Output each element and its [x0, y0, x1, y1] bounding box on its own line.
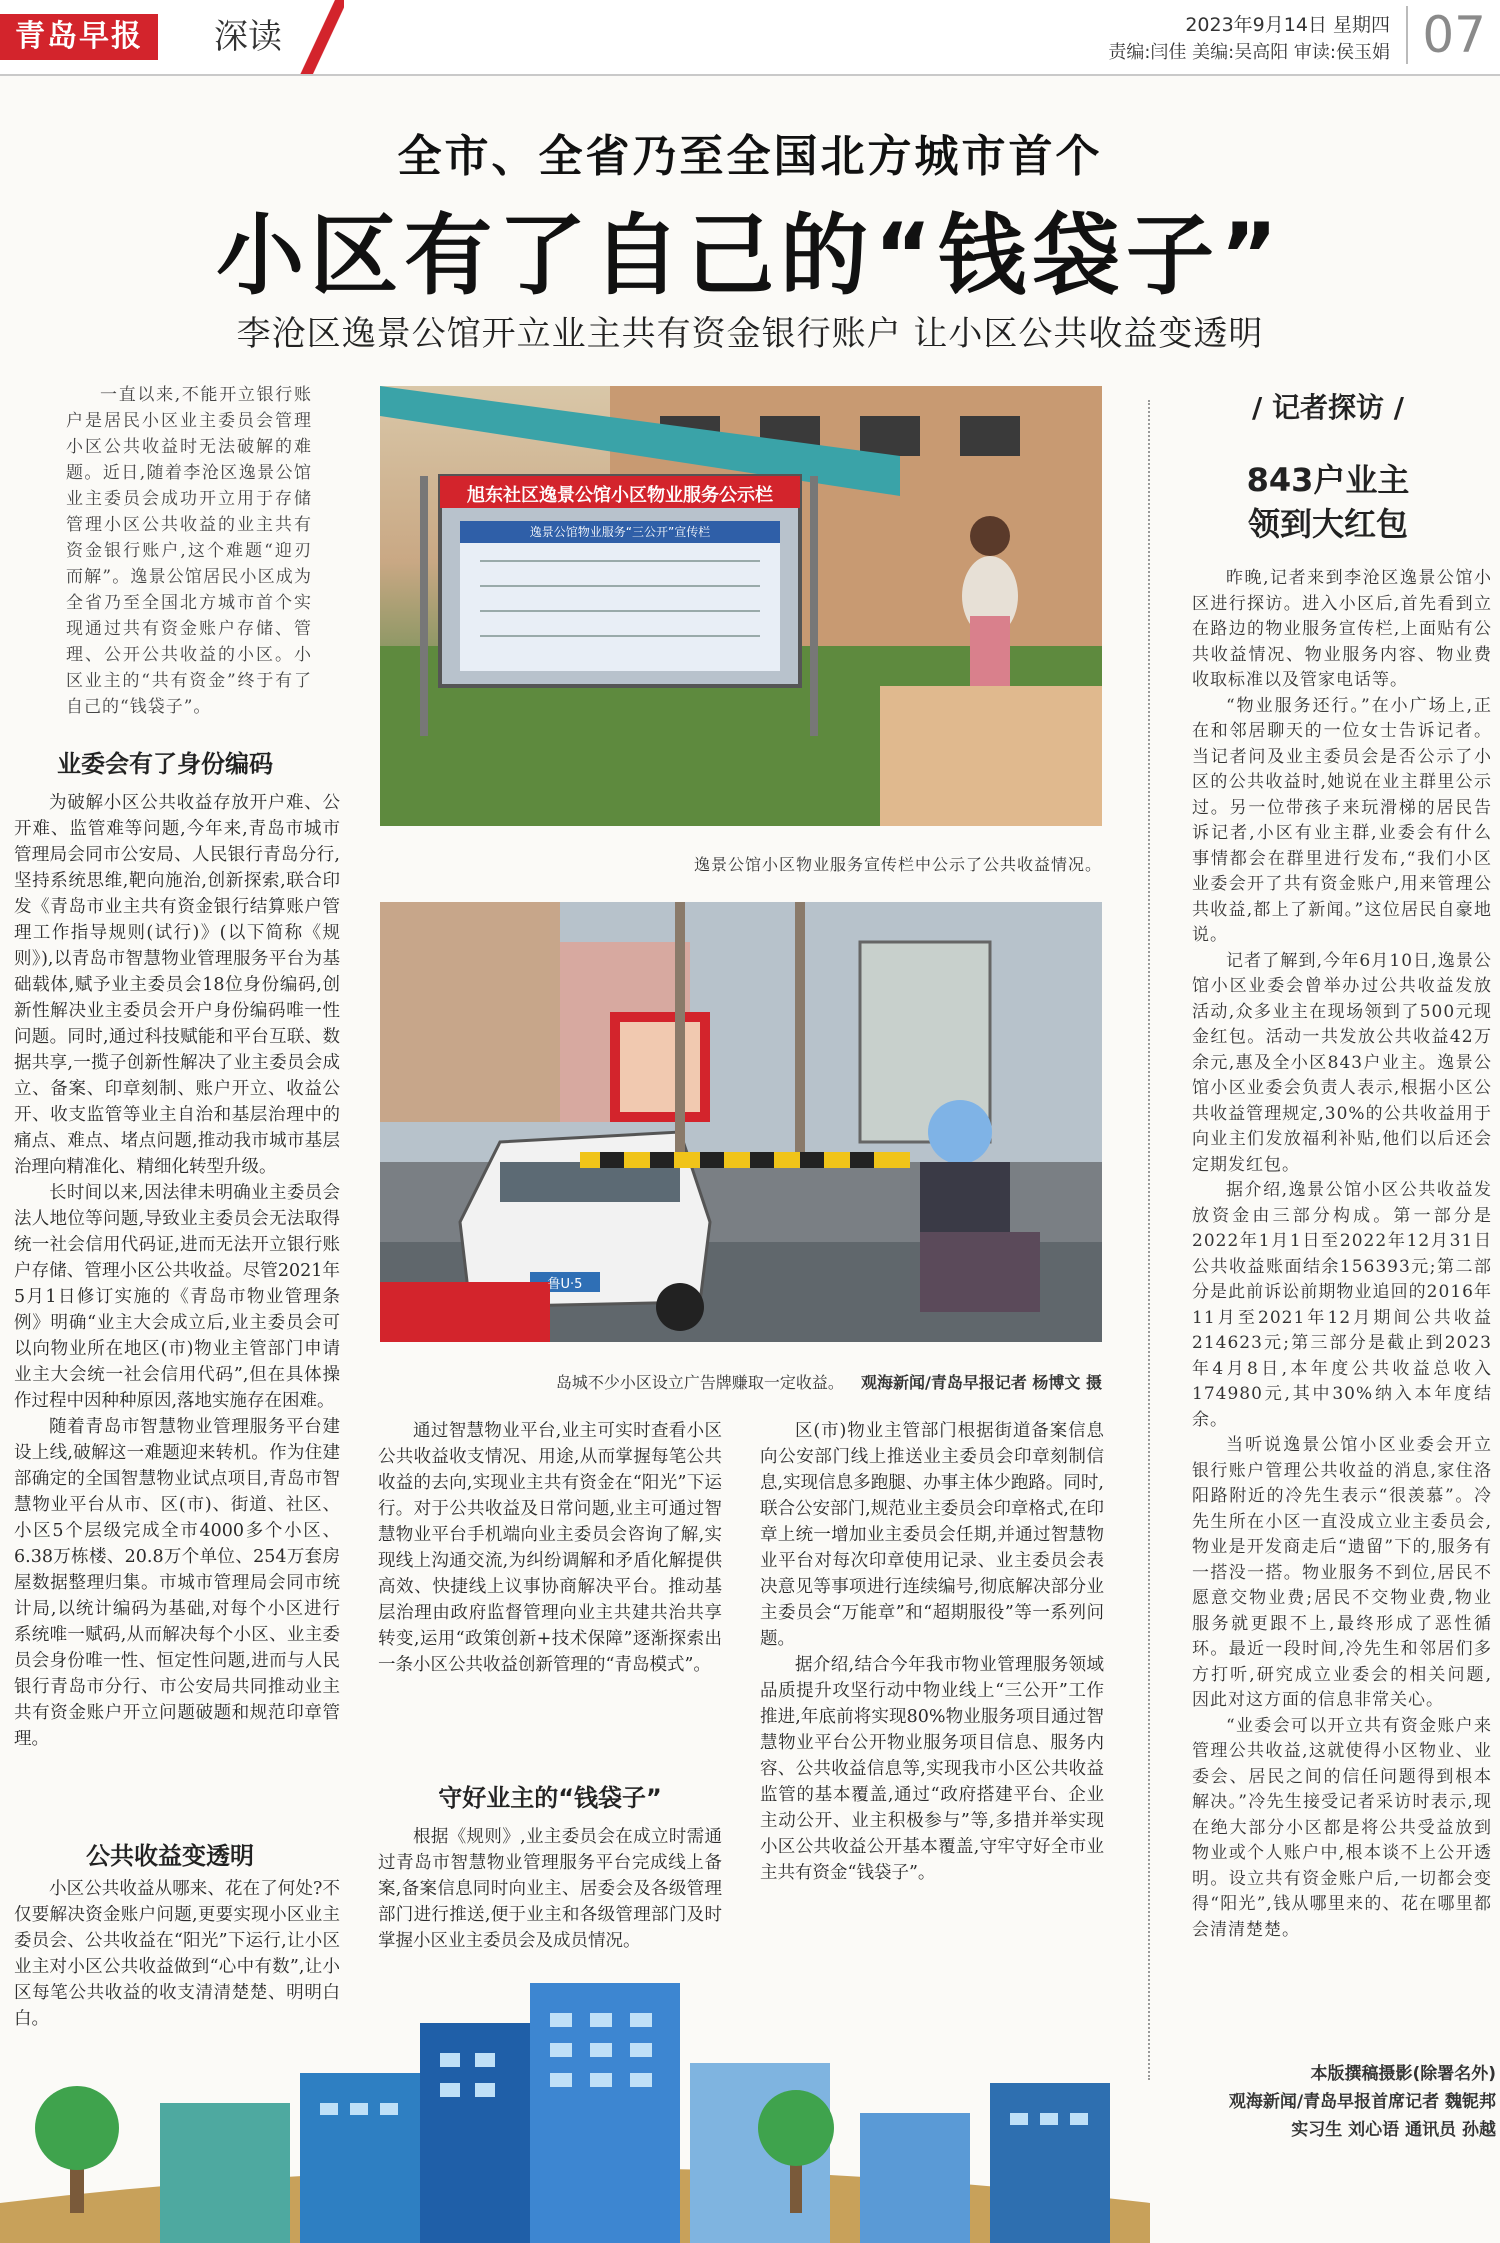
kicker-title: 全市、全省乃至全国北方城市首个	[397, 131, 1103, 182]
board-title: 旭东社区逸景公馆小区物业服务公示栏	[467, 485, 773, 506]
caption-text: 岛城不少小区设立广告牌赚取一定收益。	[555, 1373, 844, 1392]
paragraph: 据介绍,逸景公馆小区公共收益发放资金由三部分构成。第一部分是2022年1月1日至2022年12月31日公共收益账面结余156393元;第二部分是此前诉讼前期物业追回的2016年11月至2021年12月期间公共收益214623元;第三部分是截止到2023年4月8日,本年度公共收益总收入174980元,其中30%纳入本年度结余。	[1192, 1180, 1492, 1430]
section-heading-transparency: 公共收益变透明	[0, 1830, 340, 1877]
sidebar-divider	[1148, 400, 1150, 2080]
credit-line: 本版撰稿摄影(除署名外)	[1310, 2064, 1496, 2084]
bulletin-board-illustration	[380, 386, 1102, 826]
paragraph: 根据《规则》,业主委员会在成立时需通过青岛市智慧物业管理服务平台完成线上备案,备案信息同时向业主、居委会及各级管理部门进行推送,便于业主和各级管理部门及时掌握小区业主委员会及成员情况。	[378, 1827, 722, 1951]
paragraph: “物业服务还行。”在小广场上,正在和邻居聊天的一位女士告诉记者。当记者问及业主委员会是否公示了小区的公共收益时,她说在业主群里公示过。另一位带孩子来玩滑梯的居民告诉记者,小区有业主群,业委会有什么事情都会在群里进行发布,“我们小区业委会开了共有资金账户,用来管理公共收益,都上了新闻。”这位居民自豪地说。	[1192, 695, 1492, 945]
paragraph: 小区公共收益从哪来、花在了何处?不仅要解决资金账户问题,更要实现小区业主委员会、公共收益在“阳光”下运行,让小区业主对小区公共收益做到“心中有数”,让小区每笔公共收益的收支清清楚楚、明明白白。	[14, 1879, 340, 2029]
photo-bulletin-board	[380, 386, 1102, 826]
lead-paragraph: 一直以来,不能开立银行账户是居民小区业主委员会管理小区公共收益时无法破解的难题。近日,随着李沧区逸景公馆业主委员会成功开立用于存储管理小区公共收益的业主共有资金银行账户,这个难题“迎刃而解”。逸景公馆居民小区成为全省乃至全国北方城市首个实现通过共有资金账户存储、管理、公开公共收益的小区。小区业主的“共有资金”终于有了自己的“钱袋子”。	[66, 385, 312, 717]
newspaper-logo: 青岛早报	[0, 14, 158, 60]
board-subtitle: 逸景公馆物业服务“三公开”宣传栏	[529, 525, 711, 539]
credit-line: 实习生 刘心语 通讯员 孙越	[1291, 2120, 1496, 2140]
section-slash-decoration	[300, 0, 344, 74]
paragraph: 昨晚,记者来到李沧区逸景公馆小区进行探访。进入小区后,首先看到立在路边的物业服务宣传栏,上面贴有公共收益情况、物业服务内容、物业费收取标准以及管家电话等。	[1192, 568, 1492, 690]
sidebar-label: / 记者探访 /	[1252, 391, 1404, 424]
issue-date: 2023年9月14日 星期四	[1185, 14, 1390, 36]
section1-body	[14, 790, 340, 1870]
byline-credit	[1160, 2060, 1496, 2144]
photo-caption-1: 逸景公馆小区物业服务宣传栏中公示了公共收益情况。	[693, 855, 1102, 874]
section3-body-col2	[378, 1824, 722, 1951]
paragraph: 通过智慧物业平台,业主可实时查看小区公共收益收支情况、用途,从而掌握每笔公共收益的去向,实现业主共有资金在“阳光”下运行。对于公共收益及日常问题,业主可通过智慧物业平台手机端向业主委员会咨询了解,实现线上沟通交流,为纠纷调解和矛盾化解提供高效、快捷线上议事协商解决平台。推动基层治理由政府监督管理向业主共建共治共享转变,运用“政策创新+技术保障”逐渐探索出一条小区公共收益创新管理的“青岛模式”。	[378, 1421, 722, 1675]
sidebar-title-line1: 843户业主	[1246, 461, 1410, 499]
sidebar-body	[1192, 566, 1492, 2046]
photo-credit: 观海新闻/青岛早报记者 杨博文 摄	[861, 1373, 1102, 1392]
credit-line: 观海新闻/青岛早报首席记者 魏铌邦	[1228, 2092, 1496, 2112]
subheadline: 李沧区逸景公馆开立业主共有资金银行账户 让小区公共收益变透明	[236, 314, 1264, 354]
section-tag: 深读	[214, 17, 282, 57]
paragraph: 记者了解到,今年6月10日,逸景公馆小区业委会曾举办过公共收益发放活动,众多业主在现场领到了500元现金红包。活动一共发放公共收益42万余元,惠及全小区843户业主。逸景公馆小区业委会负责人表示,根据小区公共收益管理规定,30%的公共收益用于向业主们发放福利补贴,他们以后还会定期发红包。	[1192, 950, 1492, 1175]
headline: 小区有了自己的“钱袋子”	[216, 204, 1284, 307]
paragraph: 当听说逸景公馆小区业委会开立银行账户管理公共收益的消息,家住洛阳路附近的冷先生表示“很羡慕”。冷先生所在小区一直没成立业主委员会,物业是开发商走后“遗留”下的,服务有一搭没一搭。物业服务不到位,居民不愿意交物业费;居民不交物业费,物业服务就更跟不上,最终形成了恶性循环。最近一段时间,冷先生和邻居们多方打听,研究成立业委会的相关问题,因此对这方面的信息非常关心。	[1192, 1435, 1492, 1710]
paragraph: 区(市)物业主管部门根据街道备案信息向公安部门线上推送业主委员会印章刻制信息,实现信息多跑腿、办事主体少跑路。同时,联合公安部门,规范业主委员会印章格式,在印章上统一增加业主委员会任期,并通过智慧物业平台对每次印章使用记录、业主委员会表决意见等事项进行连续编号,彻底解决部分业主委员会“万能章”和“超期服役”等一系列问题。	[760, 1421, 1104, 1649]
section-heading-identity-code: 业委会有了身份编码	[57, 750, 273, 778]
paragraph: 随着青岛市智慧物业管理服务平台建设上线,破解这一难题迎来转机。作为住建部确定的全国智慧物业试点项目,青岛市智慧物业平台从市、区(市)、街道、社区、小区5个层级完成全市4000多个小区、6.38万栋楼、20.8万个单位、254万套房屋数据整理归集。市城市管理局会同市统计局,以统计编码为基础,对每个小区进行系统唯一赋码,从而解决每个小区、业主委员会身份唯一性、恒定性问题,进而与人民银行青岛市分行、市公安局共同推动业主共有资金账户开立问题破题和规范印章管理。	[14, 1417, 340, 1749]
city-skyline-illustration	[0, 1913, 1150, 2243]
street-illustration	[380, 902, 1102, 1342]
page-number: 07	[1406, 6, 1486, 64]
paragraph: 据介绍,结合今年我市物业管理服务领域品质提升攻坚行动中物业线上“三公开”工作推进,年底前将实现80%物业服务项目通过智慧物业平台公开物业服务项目信息、服务内容、公共收益信息等,实现我市小区公共收益监管的基本覆盖,通过“政府搭建平台、企业主动公开、业主积极参与”等,多措并举实现小区公共收益公开基本覆盖,守牢守好全市业主共有资金“钱袋子”。	[760, 1655, 1104, 1883]
car-plate: 鲁U·5	[547, 1277, 583, 1292]
editors-line: 责编:闫佳 美编:吴高阳 审读:侯玉娟	[1108, 42, 1390, 63]
section-heading-money-bag: 守好业主的“钱袋子”	[438, 1784, 662, 1812]
photo-caption-2	[380, 1370, 1102, 1393]
photo-street-barrier	[380, 902, 1102, 1342]
section2-body-col2	[378, 1418, 722, 1758]
sidebar-title-line2: 领到大红包	[1247, 505, 1408, 543]
paragraph: “业委会可以开立共有资金账户来管理公共收益,这就使得小区物业、业委会、居民之间的信任问题得到根本解决。”冷先生接受记者采访时表示,现在绝大部分小区都是将公共受益放到物业或个人账户中,根本谈不上公开透明。设立共有资金账户后,一切都会变得“阳光”,钱从哪里来的、花在哪里都会清清楚楚。	[1192, 1715, 1492, 1940]
paragraph: 长时间以来,因法律未明确业主委员会法人地位等问题,导致业主委员会无法取得统一社会信用代码证,进而无法开立银行账户存储、管理小区公共收益。尽管2021年5月1日修订实施的《青岛市物业管理条例》明确“业主大会成立后,业主委员会可以向物业所在地区(市)物业主管部门申请业主大会统一社会信用代码”,但在具体操作过程中因种种原因,落地实施存在困难。	[14, 1183, 340, 1411]
paragraph: 为破解小区公共收益存放开户难、公开难、监管难等问题,今年来,青岛市城市管理局会同市公安局、人民银行青岛分行,坚持系统思维,靶向施治,创新探索,联合印发《青岛市业主共有资金银行结算账户管理工作指导规则(试行)》(以下简称《规则》),以青岛市智慧物业管理服务平台为基础载体,赋予业主委员会18位身份编码,创新性解决业主委员会开户身份编码唯一性问题。同时,通过科技赋能和平台互联、数据共享,一揽子创新性解决了业主委员会成立、备案、印章刻制、账户开立、收益公开、收支监管等业主自治和基层治理中的痛点、难点、堵点问题,推动我市城市基层治理向精准化、精细化转型升级。	[14, 793, 340, 1177]
